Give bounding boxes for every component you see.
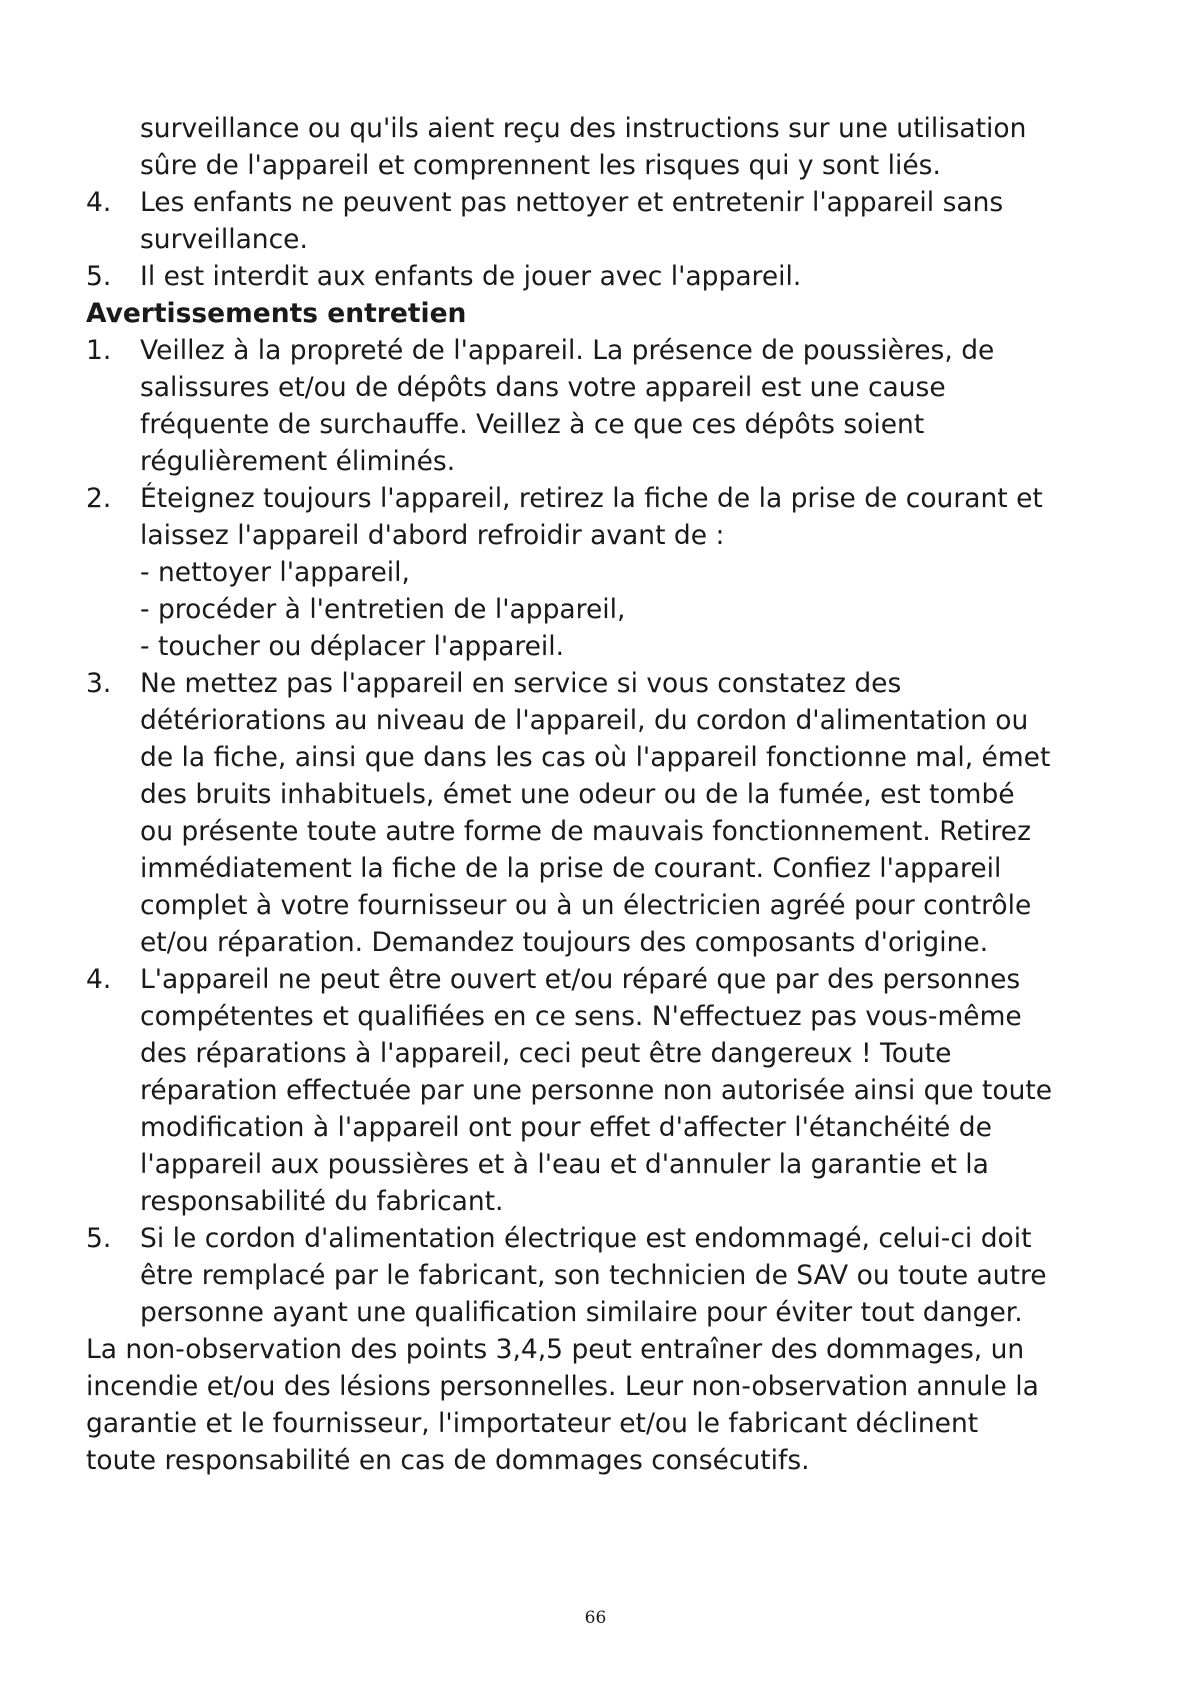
page-number: 66 xyxy=(584,1608,607,1628)
text-line: surveillance ou qu'ils aient reçu des instructions sur une utilisation xyxy=(140,113,1027,144)
list-item xyxy=(86,665,1116,961)
text-line: des réparations à l'appareil, ceci peut être dangereux ! Toute xyxy=(140,1038,952,1069)
list-number: 3. xyxy=(86,668,112,699)
text-line: détériorations au niveau de l'appareil, du cordon d'alimentation ou xyxy=(140,705,1029,736)
closing-paragraph xyxy=(86,1331,1116,1479)
text-line: incendie et/ou des lésions personnelles. Leur non-observation annule la xyxy=(86,1371,1039,1402)
text-line: l'appareil aux poussières et à l'eau et d'annuler la garantie et la xyxy=(140,1149,989,1180)
list-item xyxy=(86,332,1116,480)
text-line: Veillez à la propreté de l'appareil. La présence de poussières, de xyxy=(140,335,995,366)
text-line: surveillance. xyxy=(140,224,308,255)
text-line: - procéder à l'entretien de l'appareil, xyxy=(140,594,626,625)
text-line: toute responsabilité en cas de dommages consécutifs. xyxy=(86,1445,810,1476)
text-line: et/ou réparation. Demandez toujours des composants d'origine. xyxy=(140,927,989,958)
document-page xyxy=(86,110,1116,1479)
section-heading: Avertissements entretien xyxy=(86,298,467,329)
list-item xyxy=(86,258,1116,295)
list-number: 4. xyxy=(86,964,112,995)
text-line: - toucher ou déplacer l'appareil. xyxy=(140,631,565,662)
text-line: réparation effectuée par une personne non autorisée ainsi que toute xyxy=(140,1075,1053,1106)
text-line: compétentes et qualifiées en ce sens. N'effectuez pas vous-même xyxy=(140,1001,1022,1032)
list-item xyxy=(86,961,1116,1220)
text-line: Il est interdit aux enfants de jouer avec l'appareil. xyxy=(140,261,802,292)
text-line: La non-observation des points 3,4,5 peut entraîner des dommages, un xyxy=(86,1334,1025,1365)
list-number: 1. xyxy=(86,335,112,366)
text-line: immédiatement la fiche de la prise de courant. Confiez l'appareil xyxy=(140,853,1002,884)
text-line: Éteignez toujours l'appareil, retirez la fiche de la prise de courant et xyxy=(140,483,1043,514)
text-line: fréquente de surchauffe. Veillez à ce que ces dépôts soient xyxy=(140,409,925,440)
list-item xyxy=(86,1220,1116,1331)
text-line: complet à votre fournisseur ou à un électricien agréé pour contrôle xyxy=(140,890,1032,921)
text-line: Les enfants ne peuvent pas nettoyer et entretenir l'appareil sans xyxy=(140,187,1004,218)
list-number: 4. xyxy=(86,187,112,218)
text-line: sûre de l'appareil et comprennent les risques qui y sont liés. xyxy=(140,150,941,181)
text-line: responsabilité du fabricant. xyxy=(140,1186,504,1217)
text-line: régulièrement éliminés. xyxy=(140,446,456,477)
list-number: 5. xyxy=(86,261,112,292)
text-line: L'appareil ne peut être ouvert et/ou réparé que par des personnes xyxy=(140,964,1021,995)
text-line: garantie et le fournisseur, l'importateur et/ou le fabricant déclinent xyxy=(86,1408,979,1439)
text-line: modification à l'appareil ont pour effet d'affecter l'étanchéité de xyxy=(140,1112,992,1143)
list-number: 5. xyxy=(86,1223,112,1254)
text-line: de la fiche, ainsi que dans les cas où l'appareil fonctionne mal, émet xyxy=(140,742,1051,773)
text-line: - nettoyer l'appareil, xyxy=(140,557,410,588)
text-line: laissez l'appareil d'abord refroidir avant de : xyxy=(140,520,725,551)
text-line: salissures et/ou de dépôts dans votre appareil est une cause xyxy=(140,372,946,403)
text-line: ou présente toute autre forme de mauvais fonctionnement. Retirez xyxy=(140,816,1032,847)
list-number: 2. xyxy=(86,483,112,514)
text-line: personne ayant une qualification similaire pour éviter tout danger. xyxy=(140,1297,1023,1328)
continued-paragraph xyxy=(86,110,1116,184)
text-line: des bruits inhabituels, émet une odeur ou de la fumée, est tombé xyxy=(140,779,1015,810)
list-item xyxy=(86,480,1116,665)
text-line: Ne mettez pas l'appareil en service si vous constatez des xyxy=(140,668,902,699)
text-line: Si le cordon d'alimentation électrique est endommagé, celui-ci doit xyxy=(140,1223,1032,1254)
text-line: être remplacé par le fabricant, son technicien de SAV ou toute autre xyxy=(140,1260,1047,1291)
list-item xyxy=(86,184,1116,258)
